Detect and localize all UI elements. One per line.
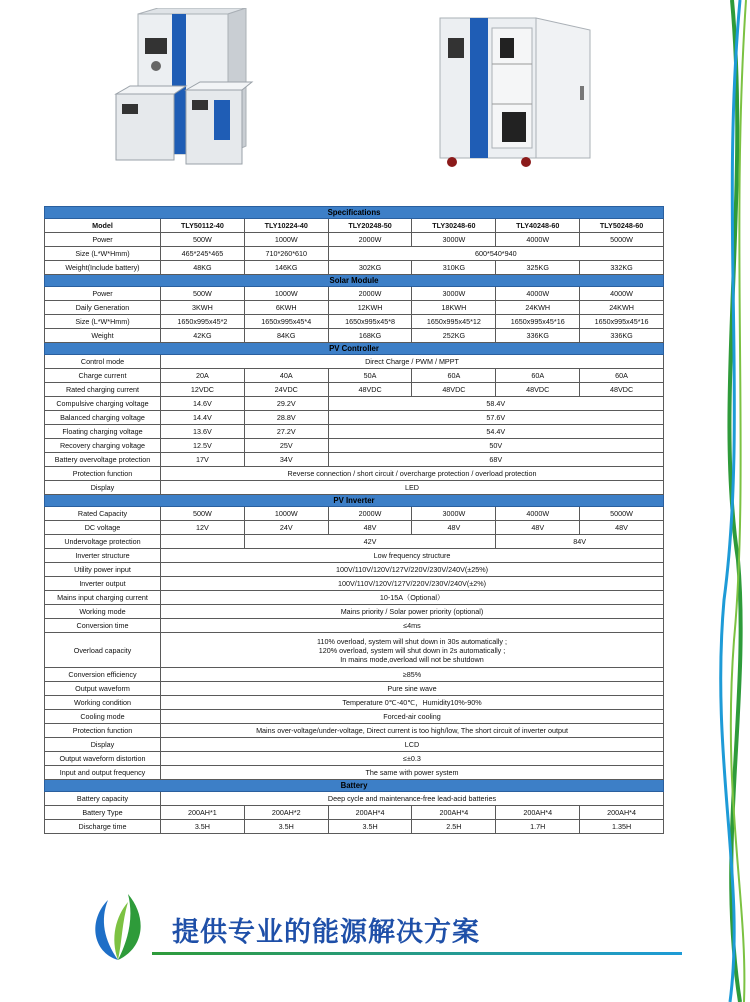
row-value: Mains priority / Solar power priority (optional) [161,605,664,619]
row-value: 18KWH [412,301,496,315]
row-value: 34V [244,453,328,467]
row-value: 500W [161,287,245,301]
pv-controller-row [45,369,664,383]
row-value: 3000W [412,233,496,247]
row-value: 200AH*4 [496,806,580,820]
row-value: 3000W [412,287,496,301]
row-label: Compulsive charging voltage [45,397,161,411]
pv-inverter-row [45,766,664,780]
row-value: 5000W [580,507,664,521]
row-value: 1650x995x45*4 [244,315,328,329]
row-label: Overload capacity [45,633,161,668]
pv-inverter-row [45,682,664,696]
row-value: 325KG [496,261,580,275]
row-value: 5000W [580,233,664,247]
row-value: 1.35H [580,820,664,834]
pv-inverter-row [45,549,664,563]
row-value [161,633,664,668]
slogan-underline [152,952,682,955]
row-value: 12.5V [161,439,245,453]
row-label: Battery capacity [45,792,161,806]
row-value: 42KG [161,329,245,343]
row-value: 57.6V [328,411,663,425]
row-label: Floating charging voltage [45,425,161,439]
model-row [45,219,664,233]
row-value: 27.2V [244,425,328,439]
model-name: TLY40248-60 [496,219,580,233]
model-name: TLY10224-40 [244,219,328,233]
row-value: Mains over-voltage/under-voltage, Direct current is too high/low, The short circuit of inverter output [161,724,664,738]
row-value: Direct Charge / PWM / MPPT [161,355,664,369]
row-value: 1650x995x45*12 [412,315,496,329]
pv-inverter-row [45,507,664,521]
battery-row [45,806,664,820]
pv-controller-row [45,411,664,425]
row-value: The same with power system [161,766,664,780]
row-value: 12VDC [161,383,245,397]
overload-line: 110% overload, system will shut down in 30s automatically ; [316,636,508,646]
row-value: 465*245*465 [161,247,245,261]
row-label: Protection function [45,467,161,481]
row-value: 68V [328,453,663,467]
model-name: TLY20248-50 [328,219,412,233]
model-name: TLY50248-60 [580,219,664,233]
row-label: Discharge time [45,820,161,834]
row-value: 1.7H [496,820,580,834]
row-value: 302KG [328,261,412,275]
row-value: LCD [161,738,664,752]
row-label: Battery Type [45,806,161,820]
battery-header [45,780,664,792]
row-value: 2000W [328,233,412,247]
pv-controller-row [45,439,664,453]
row-label: DC voltage [45,521,161,535]
solar-row [45,329,664,343]
row-value: 24VDC [244,383,328,397]
pv-controller-row [45,355,664,369]
row-label: Cooling mode [45,710,161,724]
row-value: 42V [244,535,495,549]
row-label: Power [45,233,161,247]
product-photo-open-cabinet-icon [430,8,610,170]
row-label: Control mode [45,355,161,369]
row-value: 60A [412,369,496,383]
row-value: 1650x995x45*16 [496,315,580,329]
row-value: 12V [161,521,245,535]
model-name: TLY30248-60 [412,219,496,233]
pv-controller-row [45,467,664,481]
row-label: Working condition [45,696,161,710]
decorative-swoosh-icon [710,0,750,1002]
pv-controller-row [45,397,664,411]
row-value: 1000W [244,233,328,247]
row-value: LED [161,481,664,495]
row-value: 20A [161,369,245,383]
row-label: Power [45,287,161,301]
row-value: 28.8V [244,411,328,425]
row-value: Reverse connection / short circuit / overcharge protection / overload protection [161,467,664,481]
spec-row [45,233,664,247]
pv-inverter-row [45,710,664,724]
row-label: Recovery charging voltage [45,439,161,453]
pv-inverter-row [45,724,664,738]
row-value: 500W [161,507,245,521]
row-value: 24V [244,521,328,535]
pv-controller-row [45,425,664,439]
row-value: 48VDC [328,383,412,397]
battery-row [45,820,664,834]
pv-inverter-row [45,591,664,605]
row-value: 1000W [244,287,328,301]
row-value: ≤±0.3 [161,752,664,766]
row-label: Weight [45,329,161,343]
overload-line: 120% overload, system will shut down in 2s automatically ; [318,645,506,655]
row-label: Battery overvoltage protection [45,453,161,467]
solar-row [45,315,664,329]
row-value: 6KWH [244,301,328,315]
row-value: 60A [580,369,664,383]
row-label: Rated charging current [45,383,161,397]
battery-header-title: Battery [45,780,664,792]
row-value: Pure sine wave [161,682,664,696]
row-value: 200AH*4 [580,806,664,820]
row-value: 100V/110V/120V/127V/220V/230V/240V(±25%) [161,563,664,577]
row-value: 12KWH [328,301,412,315]
row-value: 200AH*1 [161,806,245,820]
row-value: 168KG [328,329,412,343]
row-value [161,535,245,549]
specifications-header [45,207,664,219]
spec-row [45,247,664,261]
pv-inverter-header [45,495,664,507]
row-value: Deep cycle and maintenance-free lead-acid batteries [161,792,664,806]
specifications-header-title: Specifications [45,207,664,219]
row-label: Inverter output [45,577,161,591]
row-value: 200AH*4 [412,806,496,820]
solar-row [45,301,664,315]
row-value: Temperature 0℃-40℃，Humidity10%-90% [161,696,664,710]
row-value: Forced-air cooling [161,710,664,724]
row-label: Mains input charging current [45,591,161,605]
row-label: Utility power input [45,563,161,577]
pv-inverter-row [45,535,664,549]
model-name: TLY50112-40 [161,219,245,233]
row-value: 146KG [244,261,328,275]
row-label: Balanced charging voltage [45,411,161,425]
row-value: 600*540*940 [328,247,663,261]
row-value: 2000W [328,507,412,521]
row-value: 500W [161,233,245,247]
row-value: 48V [580,521,664,535]
row-value: 200AH*4 [328,806,412,820]
row-value: 50V [328,439,663,453]
solar-module-header-title: Solar Module [45,275,664,287]
row-value: 24KWH [496,301,580,315]
pv-inverter-row [45,738,664,752]
row-label: Output waveform [45,682,161,696]
row-value: 54.4V [328,425,663,439]
pv-controller-row [45,481,664,495]
battery-row [45,792,664,806]
row-value: 3.5H [328,820,412,834]
row-value: 84V [496,535,664,549]
row-label: Working mode [45,605,161,619]
row-value: 10-15A（Optional） [161,591,664,605]
row-value: 1650x995x45*8 [328,315,412,329]
row-value: 2.5H [412,820,496,834]
row-label: Conversion efficiency [45,668,161,682]
row-value: 48VDC [496,383,580,397]
row-label: Display [45,738,161,752]
pv-inverter-row [45,696,664,710]
row-value: 4000W [580,287,664,301]
row-value: 48VDC [412,383,496,397]
row-value: 17V [161,453,245,467]
row-value: ≥85% [161,668,664,682]
row-value: 50A [328,369,412,383]
pv-inverter-row [45,521,664,535]
row-value: 3.5H [161,820,245,834]
row-value: 48VDC [580,383,664,397]
row-value: 84KG [244,329,328,343]
row-value: 336KG [496,329,580,343]
row-value: 1000W [244,507,328,521]
row-label: Rated Capacity [45,507,161,521]
leaf-logo-icon [88,890,150,962]
row-value: 332KG [580,261,664,275]
row-value: 4000W [496,507,580,521]
row-value: 252KG [412,329,496,343]
row-value: 25V [244,439,328,453]
product-photo-cabinets-icon [100,8,270,170]
row-value: 1650x995x45*2 [161,315,245,329]
pv-controller-row [45,453,664,467]
solar-row [45,287,664,301]
row-value: 1650x995x45*16 [580,315,664,329]
row-value: 48KG [161,261,245,275]
row-value: 40A [244,369,328,383]
row-value: ≤4ms [161,619,664,633]
row-label: Output waveform distortion [45,752,161,766]
row-value: 24KWH [580,301,664,315]
pv-inverter-header-title: PV Inverter [45,495,664,507]
row-value: 336KG [580,329,664,343]
solar-module-header [45,275,664,287]
row-label: Charge current [45,369,161,383]
row-label: Conversion time [45,619,161,633]
row-value: 29.2V [244,397,328,411]
row-label: Inverter structure [45,549,161,563]
specifications-table [44,206,664,834]
pv-controller-header [45,343,664,355]
row-value: 200AH*2 [244,806,328,820]
pv-controller-header-title: PV Controller [45,343,664,355]
pv-controller-row [45,383,664,397]
pv-inverter-row [45,668,664,682]
row-value: 4000W [496,287,580,301]
row-value: 48V [496,521,580,535]
row-label: Weight(Include battery) [45,261,161,275]
row-label: Daily Generation [45,301,161,315]
row-value: 48V [328,521,412,535]
row-label: Model [45,219,161,233]
slogan-text: 提供专业的能源解决方案 [172,917,480,948]
row-value: 48V [412,521,496,535]
pv-inverter-row [45,752,664,766]
row-label: Protection function [45,724,161,738]
row-value: 13.6V [161,425,245,439]
row-value: 100V/110V/120V/127V/220V/230V/240V(±2%) [161,577,664,591]
row-value: 3000W [412,507,496,521]
row-value: 14.4V [161,411,245,425]
pv-inverter-row [45,577,664,591]
row-value: 310KG [412,261,496,275]
row-label: Size (L*W*Hmm) [45,247,161,261]
pv-inverter-row [45,633,664,668]
row-value: 4000W [496,233,580,247]
pv-inverter-row [45,563,664,577]
spec-row [45,261,664,275]
row-value: 60A [496,369,580,383]
row-value: 14.6V [161,397,245,411]
footer [88,890,688,970]
row-value: Low frequency structure [161,549,664,563]
row-label: Size (L*W*Hmm) [45,315,161,329]
row-value: 58.4V [328,397,663,411]
overload-line: In mains mode,overload will not be shutdown [340,654,484,664]
row-label: Display [45,481,161,495]
pv-inverter-row [45,605,664,619]
row-label: Input and output frequency [45,766,161,780]
row-label: Undervoltage protection [45,535,161,549]
row-value: 710*260*610 [244,247,328,261]
pv-inverter-row [45,619,664,633]
row-value: 3KWH [161,301,245,315]
row-value: 2000W [328,287,412,301]
row-value: 3.5H [244,820,328,834]
